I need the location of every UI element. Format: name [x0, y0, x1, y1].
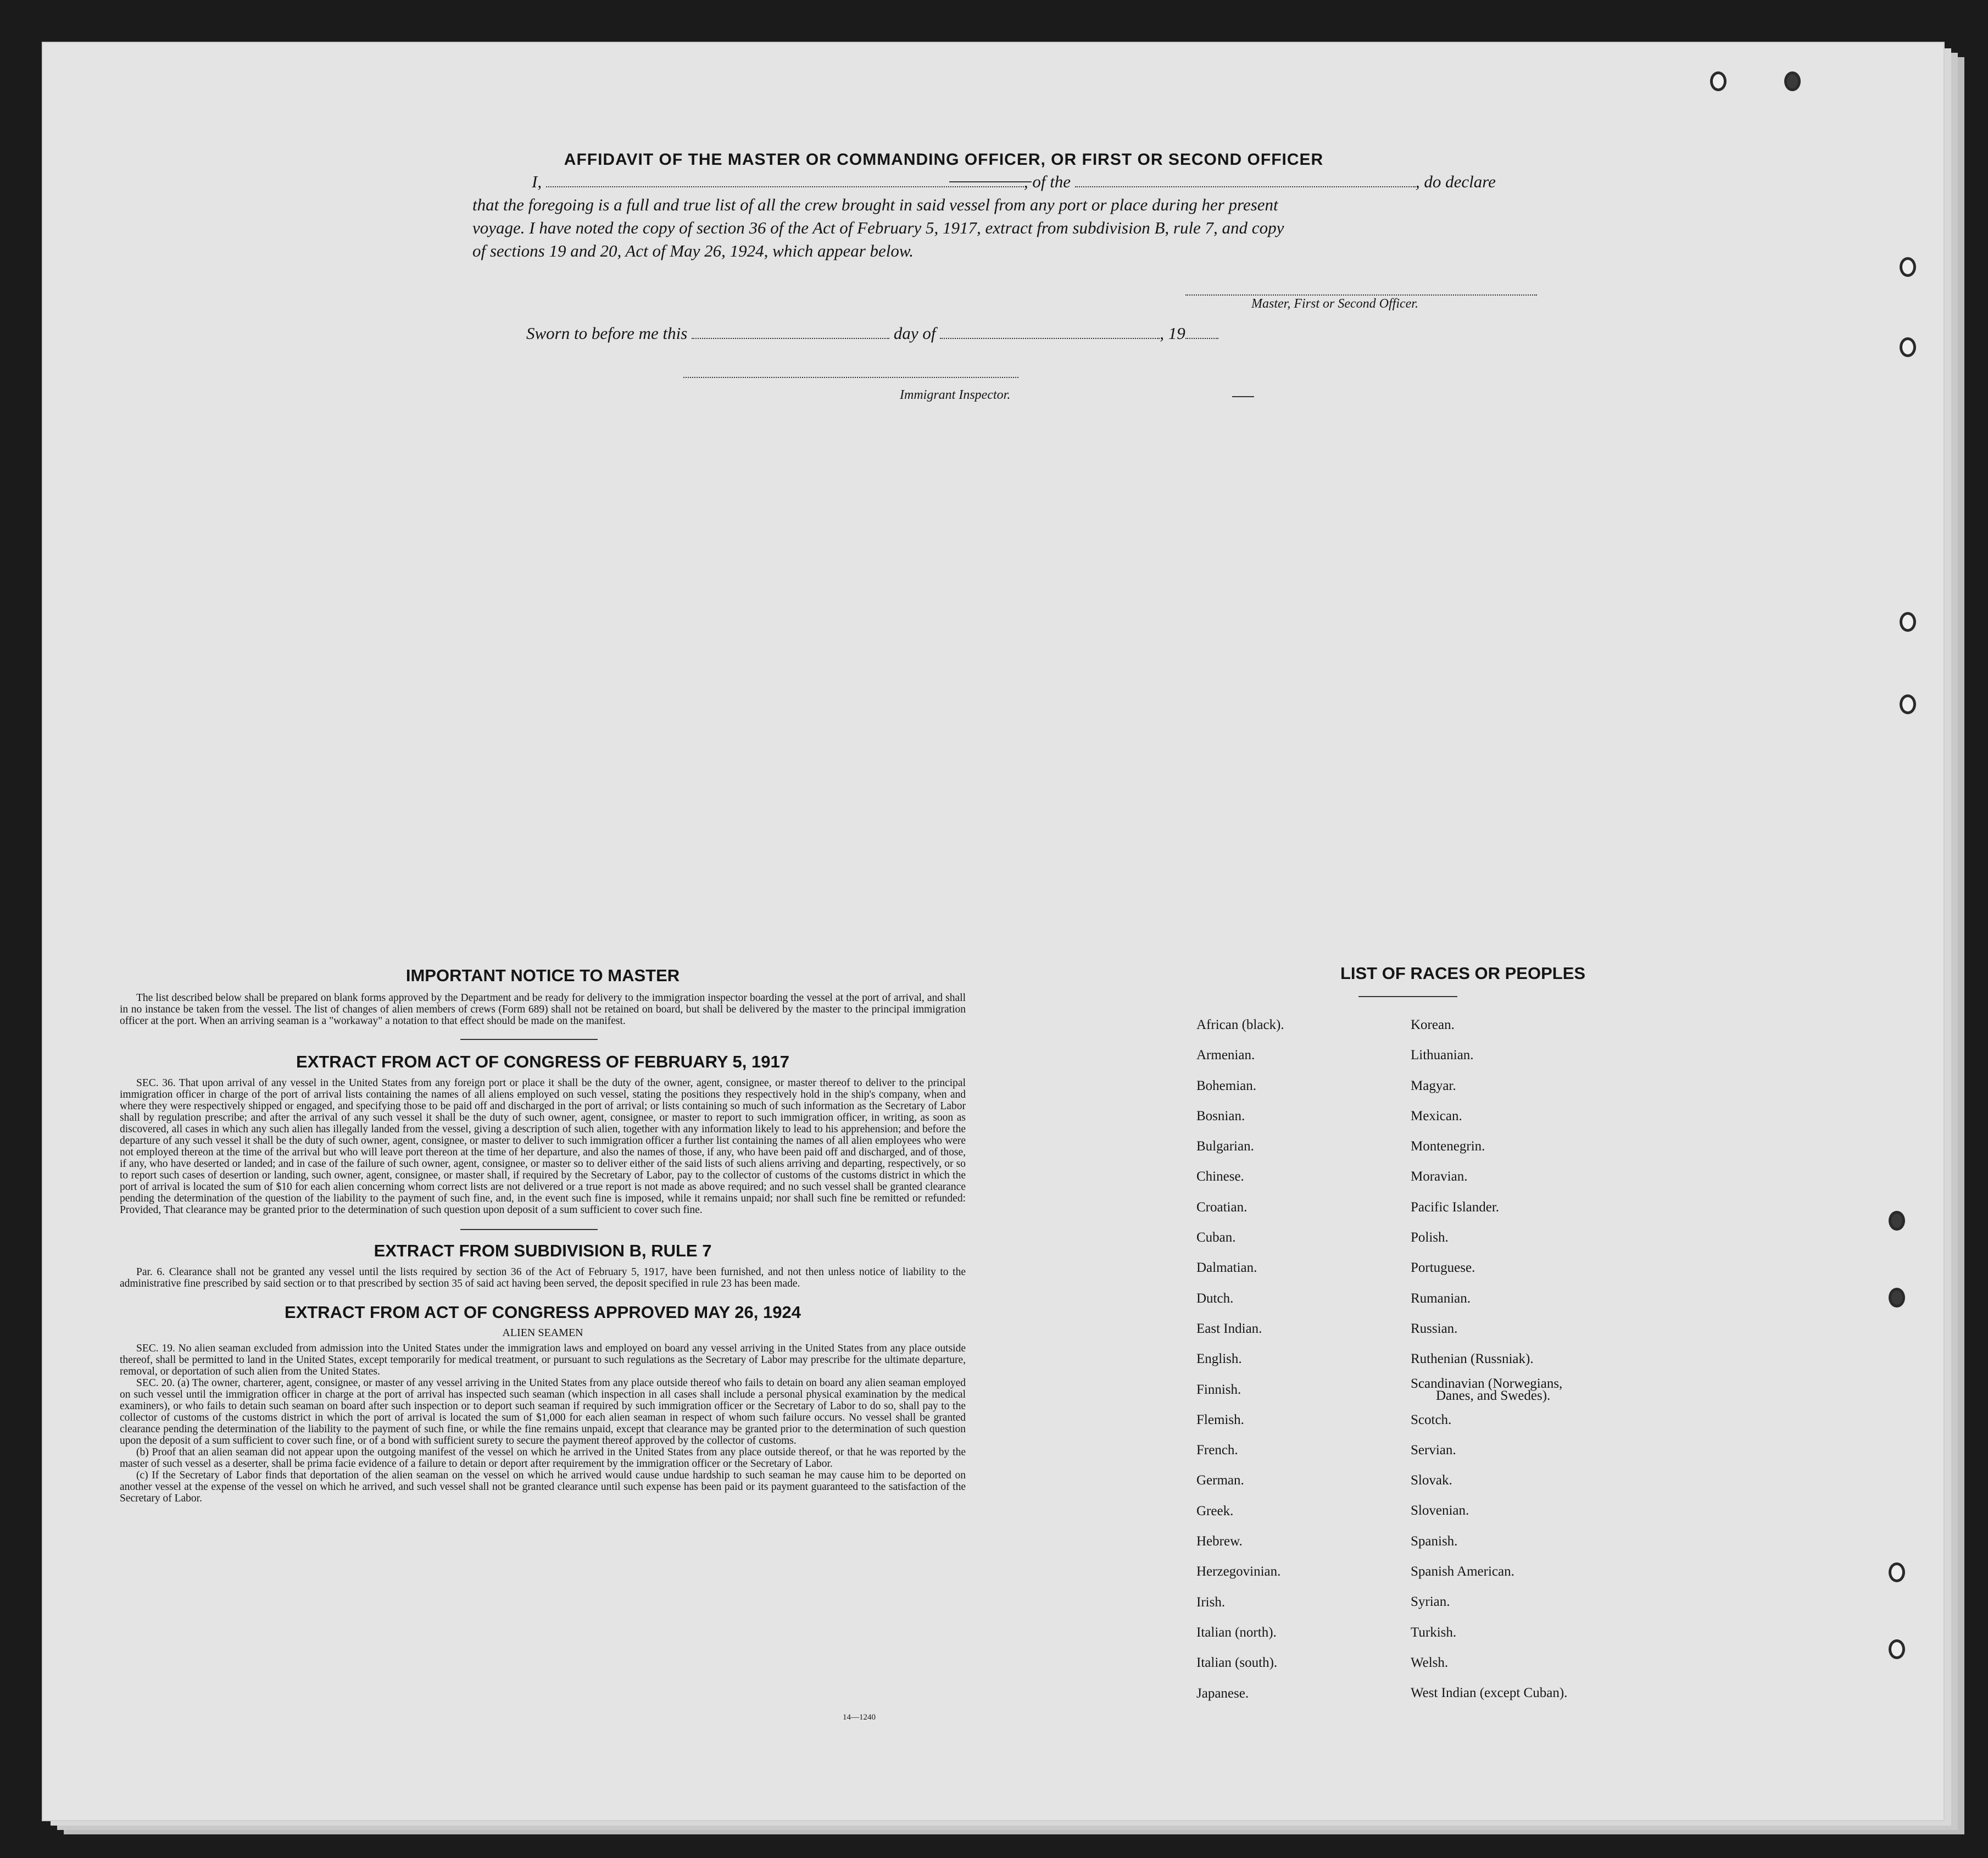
sworn-day-blank[interactable] — [692, 338, 889, 339]
master-signature-label: Master, First or Second Officer. — [1251, 297, 1418, 311]
race-item: Syrian. — [1411, 1594, 1450, 1610]
race-item: Italian (south). — [1196, 1655, 1278, 1671]
race-item: Dalmatian. — [1196, 1260, 1257, 1276]
sec-20a-paragraph: SEC. 20. (a) The owner, charterer, agent, consignee, or master of any vessel arriving in the United States from any place outside thereof who fails to detain on board any alien seaman employed on such vessel until the immigration officer in charge at the port of arrival has inspected such seaman (which inspection in all cases shall include a personal physical examination by the medical examiners), or who fails to detain such seaman on board after such inspection or to deport such seaman if required by such immigration officer or the Secretary of Labor to do so, shall pay to the collector of customs of the customs district in which the port of arrival is located the sum of $1,000 for each alien seaman in respect of whom such failure occurs. No vessel shall be granted clearance pending the determination of the liability to the payment of such fine, or while the fine remains unpaid, except that clearance may be granted prior to the determination of such question upon the deposit of a sum sufficient to cover such fine, or of a bond with sufficient surety to secure the payment thereof approved by the collector of customs. — [120, 1377, 966, 1447]
race-item: Italian (north). — [1196, 1625, 1277, 1640]
race-item: Servian. — [1411, 1442, 1456, 1458]
race-item: Bosnian. — [1196, 1108, 1245, 1123]
race-item: Moravian. — [1411, 1169, 1468, 1184]
race-item: Rumanian. — [1411, 1290, 1471, 1306]
affidavit-line-2: that the foregoing is a full and true list of all the crew brought in said vessel from any port or place during her present — [472, 195, 1278, 214]
race-item: Russian. — [1411, 1321, 1458, 1336]
binder-hole — [1900, 337, 1916, 357]
notice-title: IMPORTANT NOTICE TO MASTER — [405, 966, 680, 985]
race-item: Cuban. — [1196, 1230, 1236, 1245]
race-scandinavian-cont: Danes, and Swedes). — [1436, 1388, 1551, 1403]
race-item: Herzegovinian. — [1196, 1564, 1281, 1579]
race-item: Flemish. — [1196, 1412, 1244, 1427]
sworn-year-blank[interactable] — [1185, 338, 1218, 339]
document-page — [43, 43, 1944, 1820]
sworn-day-label: day of — [893, 324, 936, 343]
extract-rule7-paragraph: Par. 6. Clearance shall not be granted any vessel until the lists required by section 36 of the Act of February 5, 1917, have been furnished, and not then unless notice of liability to the administrative fine prescribed by said section or to that prescribed by section 35 of said act having been served, the deposit specified in rule 23 has been made. — [120, 1266, 966, 1289]
race-item: Armenian. — [1196, 1048, 1255, 1063]
race-item: Turkish. — [1411, 1625, 1457, 1640]
race-item: Irish. — [1196, 1594, 1226, 1610]
race-item: Dutch. — [1196, 1290, 1234, 1306]
race-item — [1411, 1375, 1567, 1405]
inspector-label: Immigrant Inspector. — [900, 388, 1011, 402]
race-item: Japanese. — [1196, 1685, 1249, 1701]
extract-1924-subtitle: ALIEN SEAMEN — [502, 1327, 583, 1339]
section-divider — [460, 1229, 598, 1230]
affidavit-line-1 — [532, 170, 1575, 193]
race-item: Scotch. — [1411, 1412, 1452, 1427]
name-blank[interactable] — [546, 186, 1024, 187]
races-left-list — [1196, 1010, 1284, 1709]
binder-hole — [1900, 694, 1916, 714]
notice-column — [120, 966, 966, 1504]
of-the-label: , of the — [1023, 172, 1071, 191]
races-title: LIST OF RACES OR PEOPLES — [1340, 964, 1586, 983]
sec-19-paragraph: SEC. 19. No alien seaman excluded from admission into the United States under the immigration laws and employed on board any vessel arriving in the United States from any place outside thereof, shall be permitted to land in the United States, except temporarily for medical treatment, or pursuant to such regulations as the Secretary of Labor may prescribe for the ultimate departure, removal, or deportation of such alien from the United States. — [120, 1343, 966, 1377]
extract-1917-paragraph: SEC. 36. That upon arrival of any vessel in the United States from any foreign port or place it shall be the duty of the owner, agent, consignee, or master thereof to deliver to the principal immigration officer in charge of the port of arrival lists containing the names of all aliens employed on such vessel, stating the positions they respectively hold in the ship's company, when and where they were respectively shipped or engaged, and specifying those to be paid off and discharged in the port of arrival; or lists containing so much of such information as the Secretary of Labor shall by regulation prescribe; and after the arrival of any such vessel it shall be the duty of such owner, agent, consignee, or master to report to such immigration officer, in writing, as soon as discovered, all cases in which any such alien has illegally landed from the vessel, giving a description of such alien, together with any information likely to lead to his apprehension; and before the departure of any such vessel it shall be the duty of such owner, agent, consignee, or master to deliver to such immigration officer a further list containing the names of all alien employees who were not employed thereon at the time of the arrival but who will leave port thereon at the time of her departure, and also the names of those, if any, who have been paid off and discharged, and of those, if any, who have deserted or landed; and in case of the failure of such owner, agent, consignee, or master so to deliver either of the said lists of such aliens arriving and departing, respectively, or so to report such cases of desertion or landing, such owner, agent, consignee, or master shall, if required by the Secretary of Labor, pay to the collector of customs of the customs district in which the port of arrival is located the sum of $10 for each alien concerning whom correct lists are not delivered or a true report is not made as above required; and no such vessel shall be granted clearance pending the determination of the question of the liability to the payment of such fine, and, in the event such fine is imposed, while it remains unpaid; nor shall such fine be remitted or refunded: Provided, That clearance may be granted prior to the determination of such question upon deposit of a sum sufficient to cover such fine. — [120, 1077, 966, 1216]
race-item: Mexican. — [1411, 1108, 1462, 1123]
race-scandinavian: Scandinavian (Norwegians, — [1411, 1376, 1563, 1391]
section-divider — [460, 1039, 598, 1040]
notice-paragraph: The list described below shall be prepared on blank forms approved by the Department and be ready for delivery to the immigration inspector boarding the vessel at the port of arrival, and shall in no instance be taken from the vessel. The list of changes of alien members of crews (Form 689) shall not be retained on board, but shall be delivered by the master to the principal immigration officer at the port. When an arriving seaman is a "workaway" a notation to that effect should be made on the manifest. — [120, 992, 966, 1027]
sworn-prefix: Sworn to before me this — [526, 324, 688, 343]
extract-1917-title: EXTRACT FROM ACT OF CONGRESS OF FEBRUARY 5, 1917 — [296, 1052, 789, 1071]
affidavit-line-3: voyage. I have noted the copy of section 36 of the Act of February 5, 1917, extract from subdivision B, rule 7, and copy — [472, 218, 1284, 237]
race-item: Croatian. — [1196, 1199, 1248, 1215]
race-item: Korean. — [1411, 1017, 1455, 1032]
sec-20b-paragraph: (b) Proof that an alien seaman did not appear upon the outgoing manifest of the vessel on which he arrived in the United States from any place outside thereof, or that he was reported by the master of such vessel as a deserter, shall be prima facie evidence of a failure to detain or deport after requirement by the immigration officer or the Secretary of Labor. — [120, 1447, 966, 1470]
binder-hole — [1889, 1288, 1905, 1308]
binder-hole — [1900, 257, 1916, 277]
affidavit-title: AFFIDAVIT OF THE MASTER OR COMMANDING OFFICER, OR FIRST OR SECOND OFFICER — [564, 151, 1324, 169]
sworn-year-label: , 19 — [1160, 324, 1185, 343]
races-right-list — [1411, 1010, 1567, 1709]
race-item: Welsh. — [1411, 1655, 1449, 1670]
affidavit-line-4: of sections 19 and 20, Act of May 26, 1924, which appear below. — [472, 241, 914, 260]
race-item: English. — [1196, 1351, 1242, 1367]
race-item: German. — [1196, 1473, 1244, 1488]
affidavit-i-label: I, — [532, 172, 542, 191]
race-item: Greek. — [1196, 1503, 1234, 1518]
race-item: Pacific Islander. — [1411, 1199, 1500, 1215]
binder-hole — [1710, 71, 1727, 91]
races-title-underline — [1358, 996, 1457, 997]
form-number: 14—1240 — [843, 1713, 876, 1722]
declare-label: , do declare — [1415, 172, 1496, 191]
sec-20c-paragraph: (c) If the Secretary of Labor finds that deportation of the alien seaman on the vessel on which he arrived would cause undue hardship to such seaman he may cause him to be deported on another vessel at the expense of the vessel on which he arrived, and such vessel shall not be granted clearance until such expense has been paid or its payment guaranteed to the satisfaction of the Secretary of Labor. — [120, 1470, 966, 1504]
vessel-blank[interactable] — [1075, 186, 1416, 187]
race-item: Chinese. — [1196, 1169, 1244, 1184]
race-item: Finnish. — [1196, 1382, 1241, 1397]
race-item: Slovak. — [1411, 1473, 1452, 1488]
race-item: Lithuanian. — [1411, 1048, 1474, 1063]
binder-hole — [1889, 1639, 1905, 1659]
binder-hole — [1900, 612, 1916, 632]
extract-1924-title: EXTRACT FROM ACT OF CONGRESS APPROVED MAY 26, 1924 — [285, 1303, 801, 1322]
inspector-dash — [1232, 396, 1254, 397]
inspector-signature-line[interactable] — [683, 377, 1018, 378]
race-item: Spanish. — [1411, 1533, 1458, 1549]
master-signature-line[interactable] — [1185, 294, 1537, 296]
binder-hole — [1889, 1562, 1905, 1582]
race-item: Montenegrin. — [1411, 1139, 1485, 1154]
race-item: Bulgarian. — [1196, 1139, 1254, 1154]
binder-hole — [1889, 1211, 1905, 1231]
extract-rule7-title: EXTRACT FROM SUBDIVISION B, RULE 7 — [374, 1241, 712, 1260]
race-item: Bohemian. — [1196, 1078, 1257, 1093]
race-item: Portuguese. — [1411, 1260, 1475, 1276]
race-item: Spanish American. — [1411, 1564, 1514, 1579]
race-item: Polish. — [1411, 1230, 1449, 1245]
race-item: Hebrew. — [1196, 1534, 1243, 1549]
sworn-line — [526, 322, 1218, 344]
race-item: Ruthenian (Russniak). — [1411, 1351, 1534, 1367]
race-item: African (black). — [1196, 1017, 1284, 1032]
race-item: Slovenian. — [1411, 1503, 1469, 1518]
race-item: French. — [1196, 1443, 1238, 1458]
race-item: Magyar. — [1411, 1078, 1456, 1093]
sworn-month-blank[interactable] — [940, 338, 1160, 339]
binder-hole — [1784, 71, 1801, 91]
race-item: East Indian. — [1196, 1321, 1262, 1336]
race-item: West Indian (except Cuban). — [1411, 1685, 1568, 1701]
